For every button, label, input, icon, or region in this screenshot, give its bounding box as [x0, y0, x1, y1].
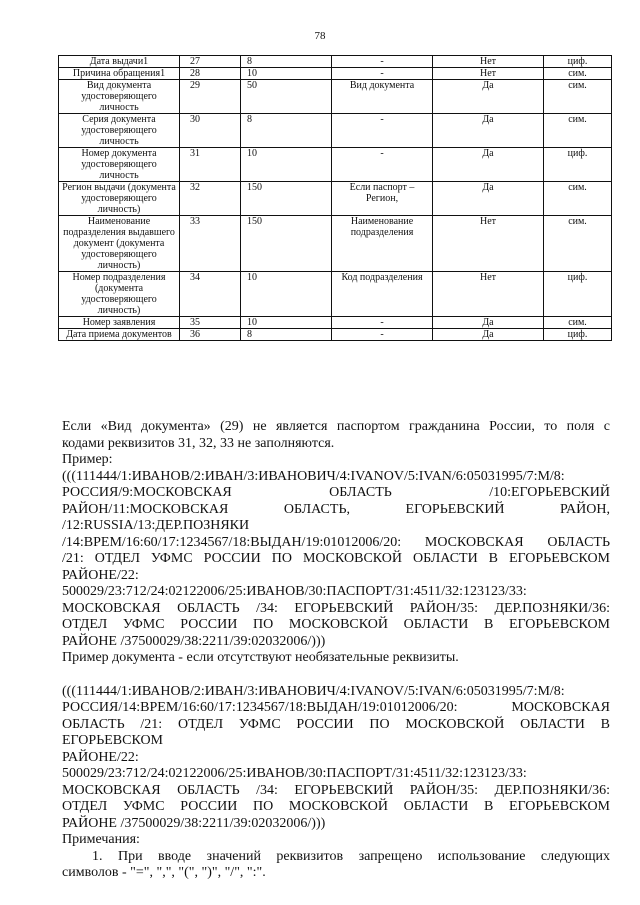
notes-label: Примечания: — [62, 832, 140, 847]
cell-required: Да — [433, 80, 544, 114]
example-1-line: /21: ОТДЕЛ УФМС РОССИИ ПО МОСКОВСКОЙ ОБЛАСТИ В ЕГОРЬЕВСКОМ — [62, 551, 610, 566]
cell-name: Серия документа удостоверяющего личность — [59, 114, 180, 148]
cell-note: Наименование подразделения — [332, 216, 433, 272]
cell-type: сим. — [544, 182, 612, 216]
cell-code: 27 — [180, 56, 241, 68]
example-2-line: РАЙОНЕ /37500029/38:2211/39:02032006/))) — [62, 815, 326, 831]
main-text — [62, 419, 610, 882]
cell-type: циф. — [544, 329, 612, 341]
cell-name: Наименование подразделения выдавшего документ (документа удостоверяющего личность) — [59, 216, 180, 272]
cell-name: Дата выдачи1 — [59, 56, 180, 68]
cell-name: Дата приема документов — [59, 329, 180, 341]
cell-code: 33 — [180, 216, 241, 272]
requisites-table — [58, 55, 612, 341]
cell-name: Вид документа удостоверяющего личность — [59, 80, 180, 114]
example-2-line: МОСКОВСКАЯ ОБЛАСТЬ /34: ЕГОРЬЕВСКИЙ РАЙОН/35: ДЕР.ПОЗНЯКИ/36: — [62, 782, 610, 798]
cell-required: Да — [433, 317, 544, 329]
cell-required: Да — [433, 182, 544, 216]
cell-note: - — [332, 329, 433, 341]
note-1-line2: символов - "=", ",", "(", ")", "/", ":". — [62, 865, 266, 880]
cell-required: Да — [433, 329, 544, 341]
cell-name: Номер заявления — [59, 317, 180, 329]
example-1-line: (((111444/1:ИВАНОВ/2:ИВАН/3:ИВАНОВИЧ/4:IVANOV/5:IVAN/6:05031995/7:M/8: — [62, 468, 565, 484]
cell-required: Да — [433, 148, 544, 182]
cell-note: - — [332, 68, 433, 80]
table-row — [59, 216, 612, 272]
cell-type: сим. — [544, 114, 612, 148]
cell-code: 28 — [180, 68, 241, 80]
cell-name: Причина обращения1 — [59, 68, 180, 80]
cell-required: Нет — [433, 56, 544, 68]
table-row — [59, 80, 612, 114]
cell-code: 34 — [180, 272, 241, 317]
example-2-label: Пример документа - если отсутствуют необязательные реквизиты. — [62, 650, 459, 665]
cell-length: 10 — [241, 68, 332, 80]
example-2-line: РОССИЯ/14:ВРЕМ/16:60/17:1234567/18:ВЫДАН/19:01012006/20: МОСКОВСКАЯ — [62, 700, 610, 715]
cell-name: Номер документа удостоверяющего личность — [59, 148, 180, 182]
example-1-line: РАЙОН/11:МОСКОВСКАЯ ОБЛАСТЬ, ЕГОРЬЕВСКИЙ РАЙОН, — [62, 501, 610, 517]
cell-length: 10 — [241, 272, 332, 317]
example-2-line: ОТДЕЛ УФМС РОССИИ ПО МОСКОВСКОЙ ОБЛАСТИ В ЕГОРЬЕВСКОМ — [62, 799, 610, 814]
example-2-line: ОБЛАСТЬ /21: ОТДЕЛ УФМС РОССИИ ПО МОСКОВСКОЙ ОБЛАСТИ В — [62, 716, 610, 732]
cell-type: циф. — [544, 148, 612, 182]
cell-code: 32 — [180, 182, 241, 216]
cell-length: 8 — [241, 114, 332, 148]
cell-length: 8 — [241, 329, 332, 341]
rule-note-line2: кодами реквизитов 31, 32, 33 не заполняются. — [62, 435, 335, 451]
cell-length: 10 — [241, 317, 332, 329]
example-2-line: (((111444/1:ИВАНОВ/2:ИВАН/3:ИВАНОВИЧ/4:IVANOV/5:IVAN/6:05031995/7:M/8: — [62, 683, 565, 699]
cell-code: 29 — [180, 80, 241, 114]
cell-type: сим. — [544, 68, 612, 80]
example-1-line: /12:RUSSIA/13:ДЕР.ПОЗНЯКИ — [62, 518, 250, 533]
table-row — [59, 329, 612, 341]
table-row — [59, 114, 612, 148]
cell-length: 8 — [241, 56, 332, 68]
table-row — [59, 272, 612, 317]
example-1-line: РАЙОНЕ /37500029/38:2211/39:02032006/))) — [62, 633, 326, 649]
cell-name: Номер подразделения (документа удостоверяющего личность) — [59, 272, 180, 317]
cell-type: циф. — [544, 56, 612, 68]
example-2 — [62, 684, 610, 833]
table-row — [59, 182, 612, 216]
example-1-line: РАЙОНЕ/22: — [62, 567, 139, 583]
cell-code: 36 — [180, 329, 241, 341]
cell-required: Нет — [433, 68, 544, 80]
cell-required: Нет — [433, 216, 544, 272]
table-row — [59, 148, 612, 182]
cell-type: сим. — [544, 80, 612, 114]
cell-type: сим. — [544, 216, 612, 272]
cell-note: - — [332, 114, 433, 148]
cell-required: Да — [433, 114, 544, 148]
cell-length: 10 — [241, 148, 332, 182]
table-row — [59, 56, 612, 68]
example-2-line: ЕГОРЬЕВСКОМ — [62, 733, 164, 748]
table-row — [59, 317, 612, 329]
example-2-line: 500029/23:712/24:02122006/25:ИВАНОВ/30:ПАСПОРТ/31:4511/32:123123/33: — [62, 766, 527, 781]
cell-note: - — [332, 148, 433, 182]
cell-type: сим. — [544, 317, 612, 329]
cell-length: 50 — [241, 80, 332, 114]
cell-name: Регион выдачи (документа удостоверяющего личность) — [59, 182, 180, 216]
cell-note: Код подразделения — [332, 272, 433, 317]
cell-note: Если паспорт – Регион, — [332, 182, 433, 216]
example-1 — [62, 469, 610, 651]
example-label: Пример: — [62, 452, 113, 467]
table-row — [59, 68, 612, 80]
table-body — [59, 56, 612, 341]
cell-code: 35 — [180, 317, 241, 329]
page-number: 78 — [314, 30, 326, 42]
cell-required: Нет — [433, 272, 544, 317]
cell-code: 30 — [180, 114, 241, 148]
cell-length: 150 — [241, 182, 332, 216]
blank-line — [62, 667, 610, 684]
example-1-line: ОТДЕЛ УФМС РОССИИ ПО МОСКОВСКОЙ ОБЛАСТИ В ЕГОРЬЕВСКОМ — [62, 617, 610, 632]
rule-note-line1: Если «Вид документа» (29) не является паспортом гражданина России, то поля с — [62, 419, 610, 434]
example-1-line: МОСКОВСКАЯ ОБЛАСТЬ /34: ЕГОРЬЕВСКИЙ РАЙОН/35: ДЕР.ПОЗНЯКИ/36: — [62, 600, 610, 616]
example-1-line: /14:ВРЕМ/16:60/17:1234567/18:ВЫДАН/19:01012006/20: МОСКОВСКАЯ ОБЛАСТЬ — [62, 534, 610, 550]
cell-code: 31 — [180, 148, 241, 182]
example-2-line: РАЙОНЕ/22: — [62, 749, 139, 765]
note-1-line1: 1. При вводе значений реквизитов запрещено использование следующих — [92, 848, 610, 864]
cell-note: - — [332, 56, 433, 68]
example-1-line: 500029/23:712/24:02122006/25:ИВАНОВ/30:ПАСПОРТ/31:4511/32:123123/33: — [62, 584, 527, 599]
example-1-line: РОССИЯ/9:МОСКОВСКАЯ ОБЛАСТЬ /10:ЕГОРЬЕВСКИЙ — [62, 485, 610, 500]
cell-note: - — [332, 317, 433, 329]
cell-length: 150 — [241, 216, 332, 272]
cell-type: циф. — [544, 272, 612, 317]
cell-note: Вид документа — [332, 80, 433, 114]
